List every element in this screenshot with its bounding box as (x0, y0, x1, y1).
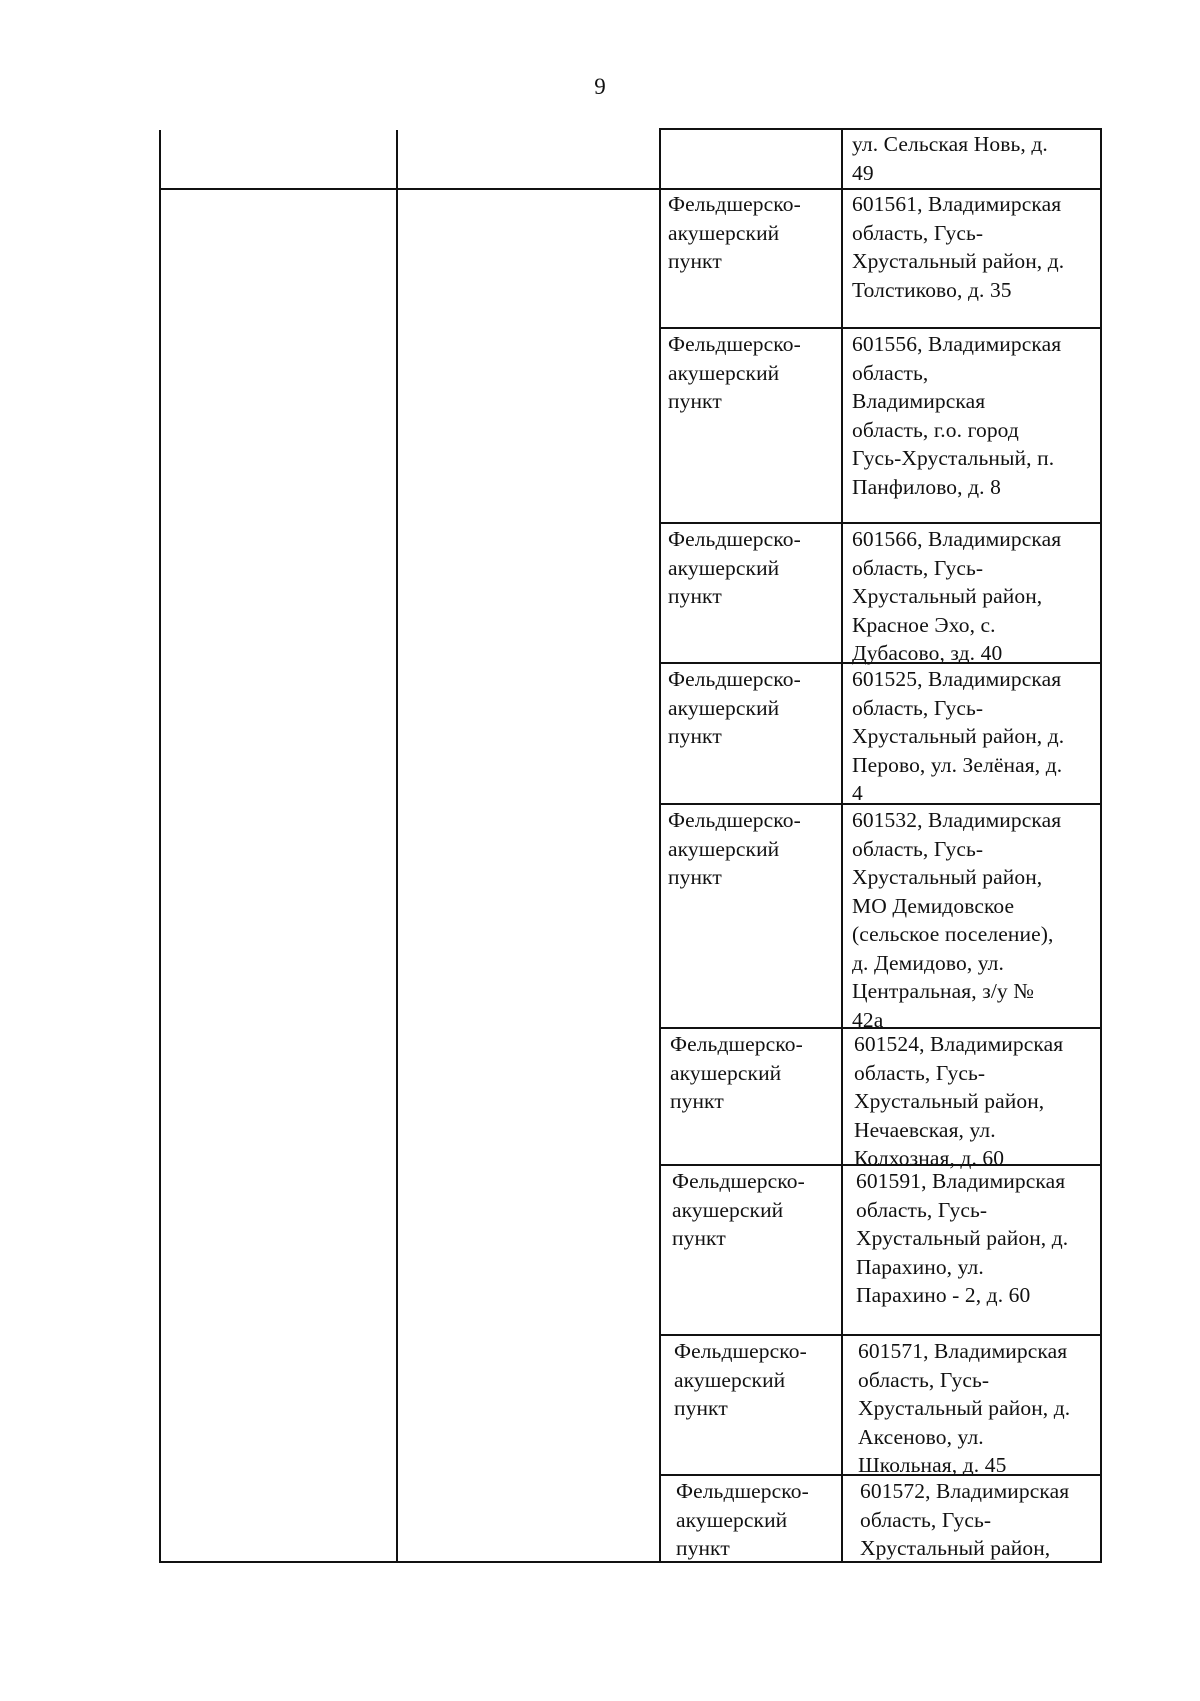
facility-address-cell: 601566, Владимирская область, Гусь- Хрустальный район, Красное Эхо, с. Дубасово, зд. 40 (852, 527, 1062, 665)
facility-address-cell: 601524, Владимирская область, Гусь- Хрустальный район, Нечаевская, ул. Колхозная, д. 60 (854, 1032, 1064, 1170)
table-rule-col4-left (841, 128, 843, 1562)
page-number: 9 (594, 74, 606, 99)
facility-type-cell: Фельдшерско- акушерский пункт (676, 1479, 809, 1560)
table-rule-row-sep (659, 522, 1102, 524)
facility-type-cell: Фельдшерско- акушерский пункт (668, 808, 801, 889)
facility-type-cell: Фельдшерско- акушерский пункт (672, 1169, 805, 1250)
facility-address-cell: 601591, Владимирская область, Гусь- Хрустальный район, д. Парахино, ул. Парахино - 2, д. 60 (856, 1169, 1069, 1307)
facility-type-cell: Фельдшерско- акушерский пункт (668, 667, 801, 748)
facility-address-cell: 601525, Владимирская область, Гусь- Хрустальный район, д. Перово, ул. Зелёная, д. 4 (852, 667, 1065, 805)
facility-address-cell: 601571, Владимирская область, Гусь- Хрустальный район, д. Аксеново, ул. Школьная, д. 45 (858, 1339, 1071, 1477)
facility-address-cell: 601532, Владимирская область, Гусь- Хрустальный район, МО Демидовское (сельское поселение), д. Демидово, ул. Центральная, з/у № 42а (852, 808, 1062, 1032)
facility-address-cell: 601556, Владимирская область, Владимирская область, г.о. город Гусь-Хрустальный, п. Панфилово, д. 8 (852, 332, 1062, 499)
facility-address-cell: 601561, Владимирская область, Гусь- Хрустальный район, д. Толстиково, д. 35 (852, 192, 1065, 302)
table-rule-right (1100, 128, 1102, 1562)
continued-address-cell: ул. Сельская Новь, д. 49 (852, 132, 1048, 185)
facility-type-cell: Фельдшерско- акушерский пункт (668, 332, 801, 413)
facility-type-cell: Фельдшерско- акушерский пункт (674, 1339, 807, 1420)
facility-type-cell: Фельдшерско- акушерский пункт (668, 192, 801, 273)
table-rule-col1-left (159, 130, 161, 1562)
table-rule-col2-left (396, 130, 398, 1562)
facility-type-cell: Фельдшерско- акушерский пункт (670, 1032, 803, 1113)
table-rule-col3-left (659, 128, 661, 1562)
table-rule-row-sep (659, 327, 1102, 329)
table-rule-row-sep (659, 1334, 1102, 1336)
facility-type-cell: Фельдшерско- акушерский пункт (668, 527, 801, 608)
facility-address-cell: 601572, Владимирская область, Гусь- Хрустальный район, (860, 1479, 1070, 1560)
